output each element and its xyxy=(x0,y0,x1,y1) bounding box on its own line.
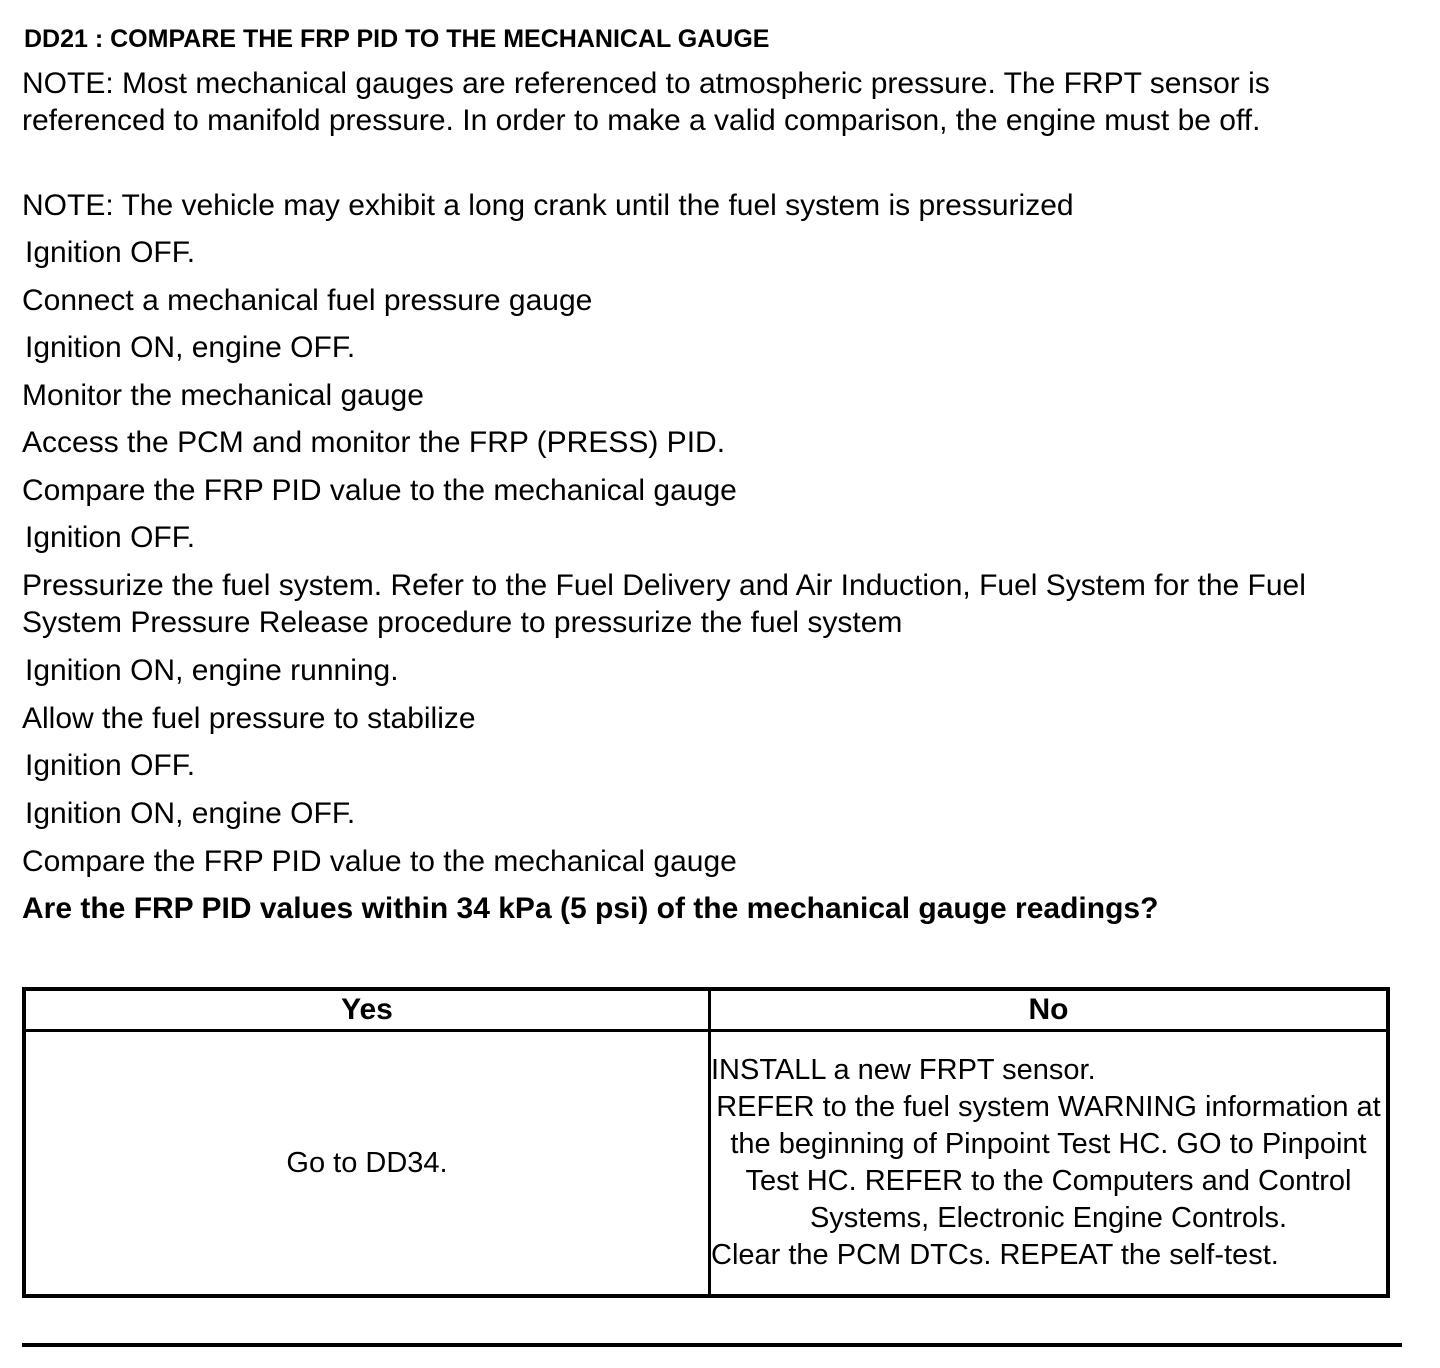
step-5: Access the PCM and monitor the FRP (PRESS) PID. xyxy=(22,426,726,459)
note-2: NOTE: The vehicle may exhibit a long crank until the fuel system is pressurized xyxy=(22,189,1074,222)
step-2: Connect a mechanical fuel pressure gauge xyxy=(22,284,593,317)
step-13: Compare the FRP PID value to the mechanical gauge xyxy=(22,845,737,878)
step-11: Ignition OFF. xyxy=(25,749,196,782)
no-header: No xyxy=(710,989,1389,1031)
no-cell xyxy=(710,1031,1389,1297)
note-1: NOTE: Most mechanical gauges are referenced to atmospheric pressure. The FRPT sensor is referenced to manifold pressure. In order to make a valid comparison, the engine must be off. xyxy=(22,67,1270,137)
no-line-clear: Clear the PCM DTCs. REPEAT the self-test. xyxy=(711,1239,1279,1271)
step-3: Ignition ON, engine OFF. xyxy=(25,331,356,364)
step-9: Ignition ON, engine running. xyxy=(25,654,399,687)
page-title: DD21 : COMPARE THE FRP PID TO THE MECHANICAL GAUGE xyxy=(24,25,770,53)
question: Are the FRP PID values within 34 kPa (5 psi) of the mechanical gauge readings? xyxy=(22,892,1159,925)
table-header-row xyxy=(24,989,1388,1031)
step-1: Ignition OFF. xyxy=(25,236,196,269)
step-10: Allow the fuel pressure to stabilize xyxy=(22,702,476,735)
step-7: Ignition OFF. xyxy=(25,521,196,554)
bottom-rule xyxy=(22,1343,1402,1347)
table-row xyxy=(24,1031,1388,1297)
step-12: Ignition ON, engine OFF. xyxy=(25,797,356,830)
no-line-refer: REFER to the fuel system WARNING information at the beginning of Pinpoint Test HC. GO to Pinpoint Test HC. REFER to the Computers and Control Systems, Electronic Engine Controls. xyxy=(716,1091,1381,1234)
outcome-table xyxy=(22,987,1390,1298)
yes-header: Yes xyxy=(24,989,710,1031)
step-8: Pressurize the fuel system. Refer to the Fuel Delivery and Air Induction, Fuel System for the Fuel System Pressure Release procedure to pressurize the fuel system xyxy=(22,569,1306,639)
step-4: Monitor the mechanical gauge xyxy=(22,379,424,412)
yes-cell: Go to DD34. xyxy=(24,1031,710,1297)
step-6: Compare the FRP PID value to the mechanical gauge xyxy=(22,474,737,507)
no-line-install: INSTALL a new FRPT sensor. xyxy=(711,1054,1096,1086)
